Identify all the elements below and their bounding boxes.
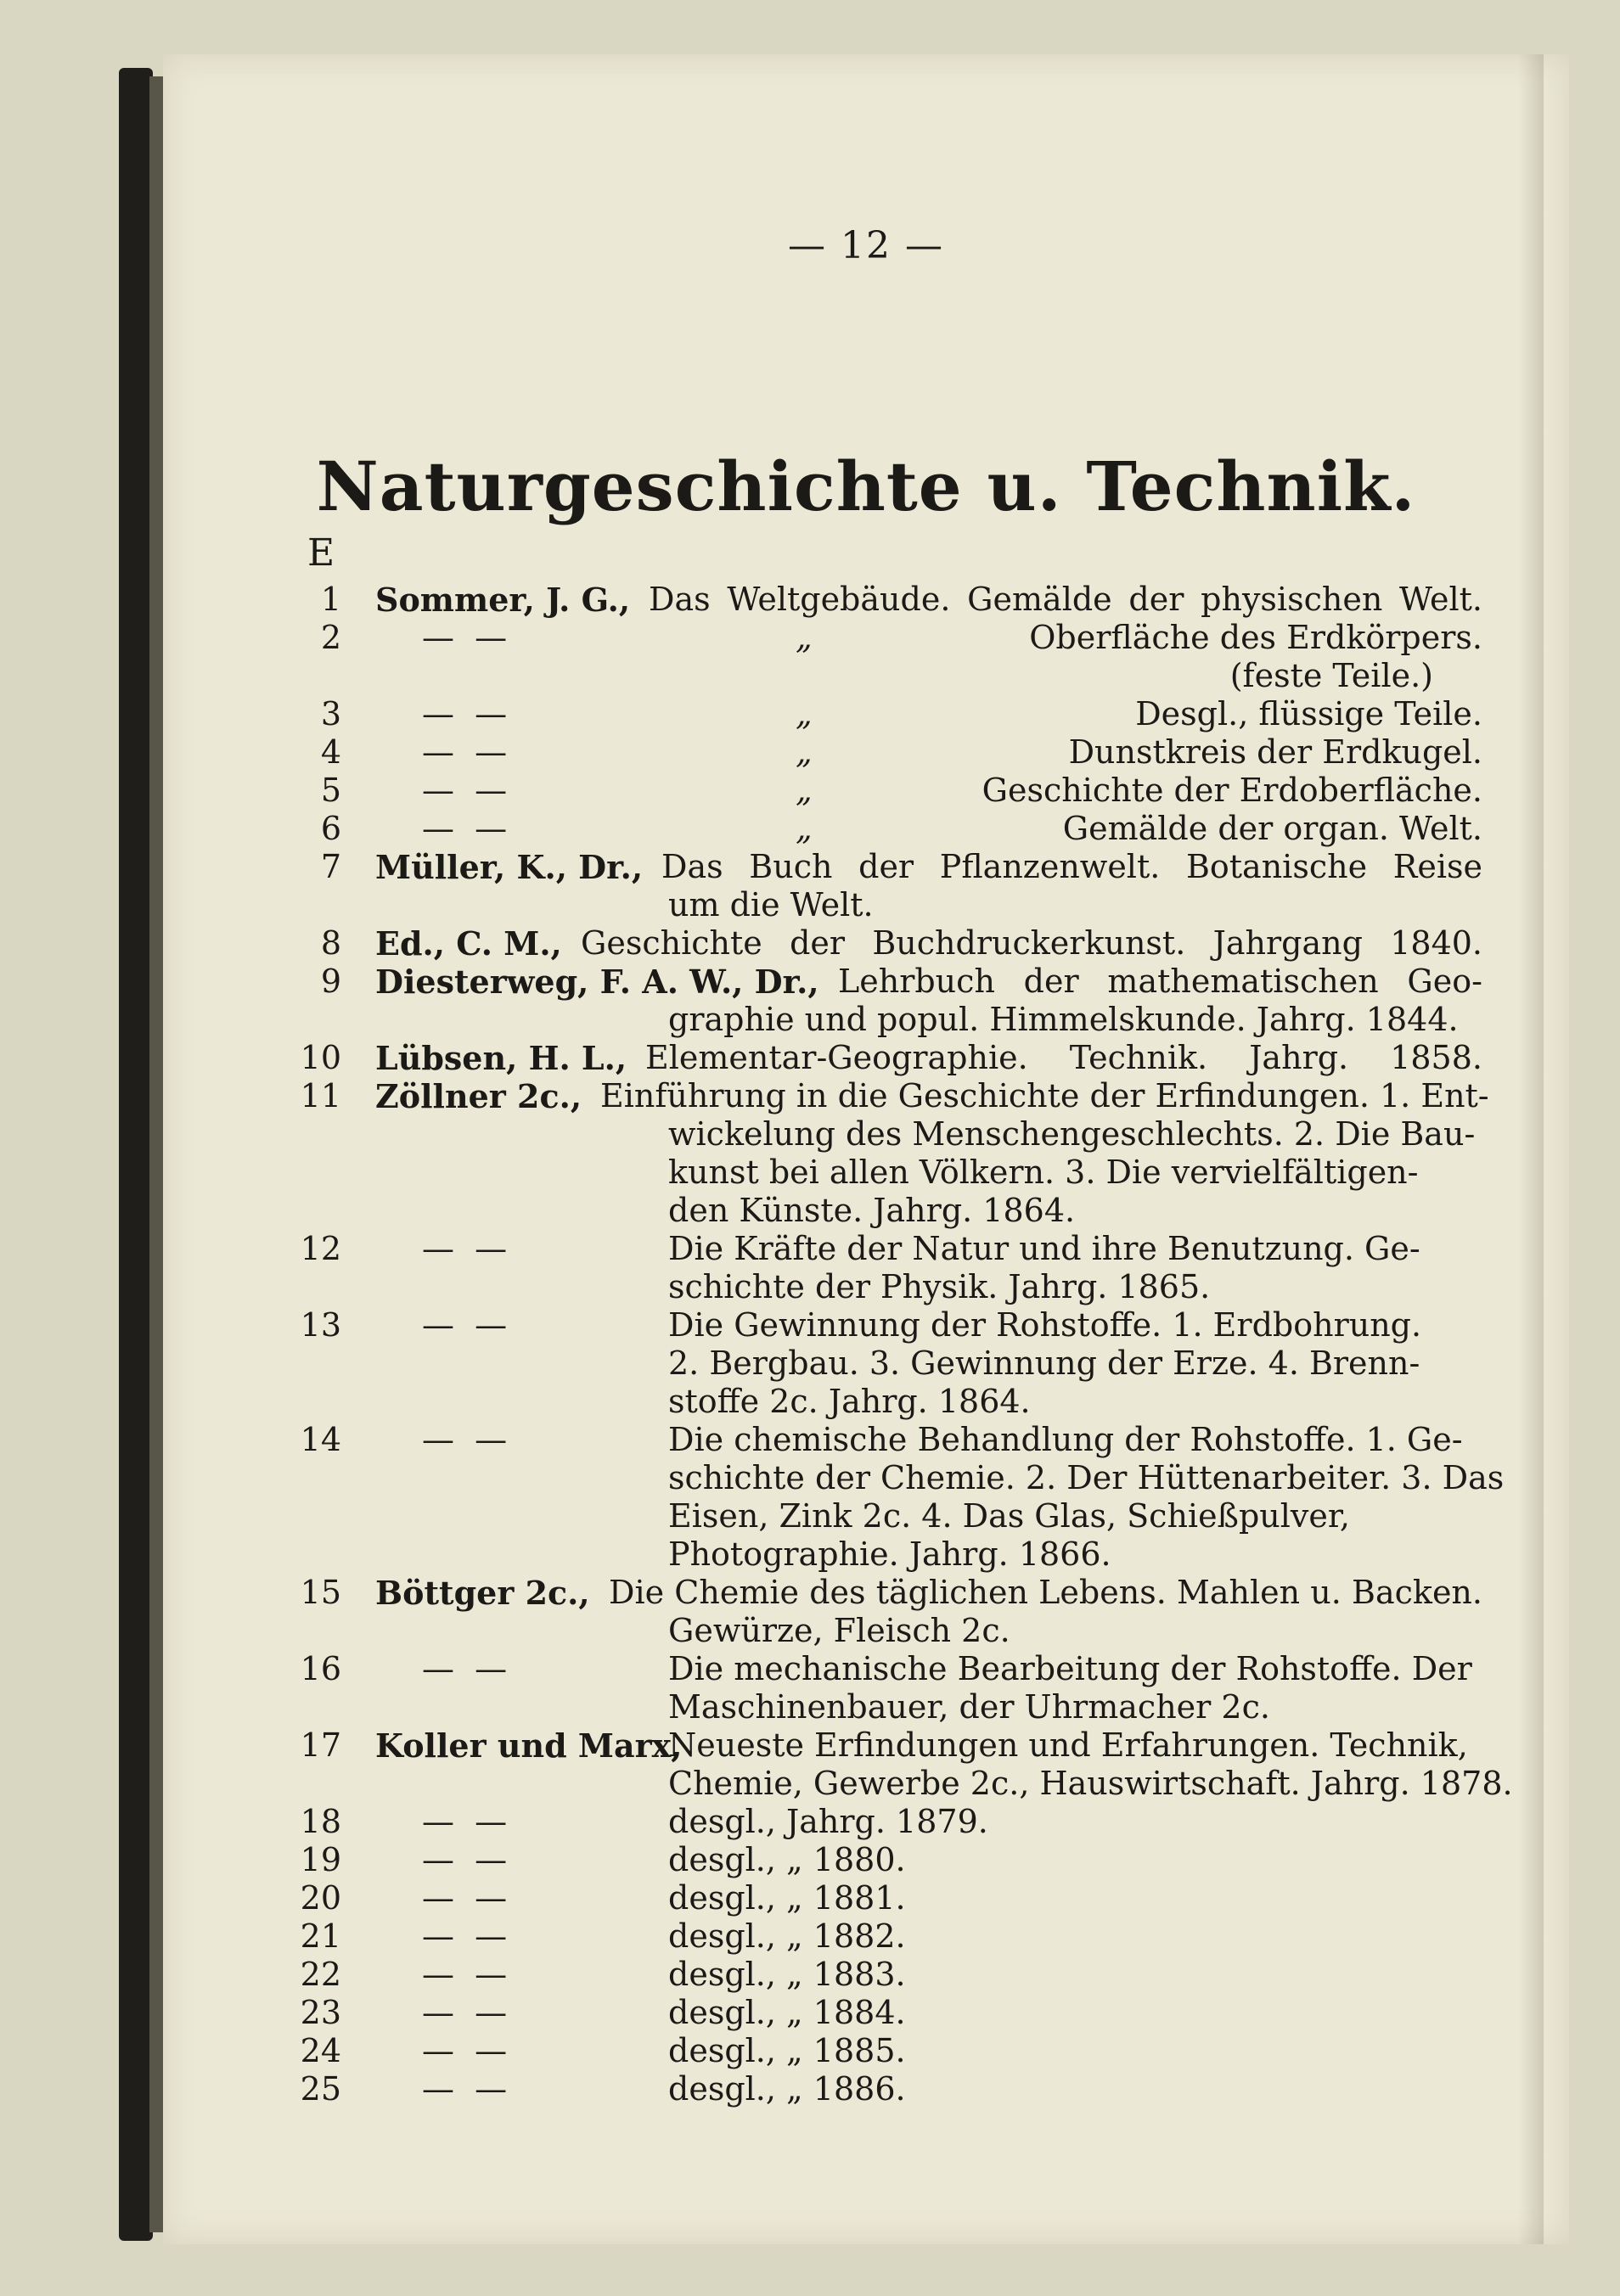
entry-author: — — — [422, 772, 513, 809]
entry-number: 23 — [300, 1994, 341, 2031]
entry-text: Desgl., flüssige Teile. — [1135, 695, 1482, 733]
entry-line — [163, 1650, 1569, 1688]
entry-author: Müller, K., Dr., — [375, 848, 644, 886]
entry-line — [163, 1154, 1569, 1192]
entry-author: Diesterweg, F. A. W., Dr., — [375, 963, 819, 1001]
entry-number: 25 — [300, 2070, 341, 2108]
entry-text: um die Welt. — [668, 886, 874, 923]
entry-number: 7 — [320, 848, 341, 885]
entry-line — [163, 1917, 1569, 1956]
entry-author: — — — [422, 1841, 513, 1878]
entry-text: Das Weltgebäude. Gemälde der physischen Welt. — [649, 581, 1482, 618]
book-spine — [119, 68, 153, 2241]
entry-line — [163, 1994, 1569, 2032]
entry-number: 15 — [300, 1574, 341, 1611]
catalog-entry — [163, 1917, 1569, 1956]
book-page — [163, 54, 1569, 2244]
entry-author: Zöllner 2c., — [375, 1077, 582, 1115]
entry-text: Einführung in die Geschichte der Erfindungen. 1. Ent- — [600, 1077, 1489, 1114]
entry-text: 2. Bergbau. 3. Gewinnung der Erze. 4. Brenn- — [668, 1344, 1420, 1382]
entry-line — [163, 1459, 1569, 1497]
entry-author: — — — [422, 1421, 513, 1458]
entry-number: 5 — [320, 772, 341, 809]
entry-author: — — — [422, 695, 513, 733]
entry-text: wickelung des Menschengeschlechts. 2. Die Bau- — [668, 1115, 1476, 1153]
entry-line — [163, 1612, 1569, 1650]
entry-line — [163, 963, 1569, 1001]
ditto-mark: „ — [796, 733, 813, 771]
entry-text: Das Buch der Pflanzenwelt. Botanische Reise — [661, 848, 1482, 885]
ditto-mark: „ — [796, 772, 813, 809]
entry-author: — — — [422, 1650, 513, 1687]
entry-text: schichte der Physik. Jahrg. 1865. — [668, 1268, 1211, 1305]
entry-text: desgl., „ 1881. — [668, 1879, 906, 1917]
entry-line — [163, 848, 1569, 886]
catalog-entry — [163, 695, 1569, 733]
entry-text: Photographie. Jahrg. 1866. — [668, 1535, 1111, 1573]
entry-line — [163, 619, 1569, 657]
entry-text: desgl., „ 1882. — [668, 1917, 906, 1955]
entry-line — [163, 1688, 1569, 1726]
ditto-mark: „ — [796, 810, 813, 847]
entry-number: 18 — [300, 1803, 341, 1840]
entry-number: 6 — [320, 810, 341, 847]
entry-text: Die Kräfte der Natur und ihre Benutzung. Ge- — [668, 1230, 1420, 1267]
entry-author: — — — [422, 2032, 513, 2069]
entry-line — [163, 1956, 1569, 1994]
catalog-entry — [163, 924, 1569, 963]
entry-number: 1 — [320, 581, 341, 618]
entry-text: desgl., „ 1884. — [668, 1994, 906, 2031]
entry-line — [163, 657, 1569, 695]
page-number: — 12 — — [788, 224, 944, 267]
entry-author: Sommer, J. G., — [375, 581, 631, 619]
entry-number: 22 — [300, 1956, 341, 1993]
entry-line — [163, 772, 1569, 810]
entry-line — [163, 1879, 1569, 1917]
entry-text: kunst bei allen Völkern. 3. Die vervielfältigen- — [668, 1154, 1419, 1191]
entry-line — [163, 1574, 1569, 1612]
entry-text: Oberfläche des Erdkörpers. — [1029, 619, 1482, 656]
entry-author: Koller und Marx, — [375, 1726, 683, 1765]
catalog-entry — [163, 581, 1569, 619]
entry-line — [163, 2032, 1569, 2070]
entry-text: den Künste. Jahrg. 1864. — [668, 1192, 1076, 1229]
entry-author: — — — [422, 2070, 513, 2108]
catalog-entry — [163, 1994, 1569, 2032]
entry-text: Eisen, Zink 2c. 4. Das Glas, Schießpulver, — [668, 1497, 1350, 1535]
entry-author: — — — [422, 1803, 513, 1840]
catalog-entry — [163, 1230, 1569, 1306]
entry-number: 2 — [320, 619, 341, 656]
catalog-entry — [163, 1039, 1569, 1077]
entry-text: desgl., „ 1883. — [668, 1956, 906, 1993]
entry-line — [163, 886, 1569, 924]
entry-line — [163, 810, 1569, 848]
entry-line — [163, 1268, 1569, 1306]
entry-line — [163, 1535, 1569, 1574]
entry-line — [163, 1841, 1569, 1879]
entry-number: 3 — [320, 695, 341, 733]
entry-author: Lübsen, H. L., — [375, 1039, 627, 1077]
catalog-entry — [163, 1650, 1569, 1726]
catalog-entry — [163, 1726, 1569, 1803]
entry-line — [163, 733, 1569, 772]
entry-text: desgl., „ 1885. — [668, 2032, 906, 2069]
entry-text: stoffe 2c. Jahrg. 1864. — [668, 1383, 1031, 1420]
entry-text: Lehrbuch der mathematischen Geo- — [838, 963, 1482, 1000]
entry-text: Gewürze, Fleisch 2c. — [668, 1612, 1010, 1649]
entry-number: 12 — [300, 1230, 341, 1267]
entry-author: — — — [422, 1917, 513, 1955]
catalog-entry — [163, 848, 1569, 924]
entry-author: Böttger 2c., — [375, 1574, 590, 1612]
entry-text: Die mechanische Bearbeitung der Rohstoffe. Der — [668, 1650, 1472, 1687]
entry-author: — — — [422, 1879, 513, 1917]
entry-text: Die Gewinnung der Rohstoffe. 1. Erdbohrung. — [668, 1306, 1422, 1344]
catalog-entry — [163, 1421, 1569, 1574]
entry-number: 11 — [300, 1077, 341, 1114]
entry-number: 13 — [300, 1306, 341, 1344]
entry-line — [163, 1726, 1569, 1765]
entry-text: Dunstkreis der Erdkugel. — [1068, 733, 1482, 771]
entry-line — [163, 1497, 1569, 1535]
catalog-entry — [163, 1077, 1569, 1230]
catalog-entry — [163, 2032, 1569, 2070]
entry-text: desgl., „ 1880. — [668, 1841, 906, 1878]
entry-line — [163, 1306, 1569, 1344]
ditto-mark: „ — [796, 695, 813, 733]
entry-number: 20 — [300, 1879, 341, 1917]
entry-line — [163, 1192, 1569, 1230]
entry-line — [163, 1421, 1569, 1459]
catalog-entry — [163, 2070, 1569, 2108]
entry-text: Maschinenbauer, der Uhrmacher 2c. — [668, 1688, 1270, 1726]
entry-number: 10 — [300, 1039, 341, 1076]
entry-text: Die Chemie des täglichen Lebens. Mahlen u. Backen. — [609, 1574, 1482, 1611]
entry-number: 19 — [300, 1841, 341, 1878]
ditto-mark: „ — [796, 619, 813, 656]
catalog-entry — [163, 1803, 1569, 1841]
entry-author: — — — [422, 619, 513, 656]
entry-line — [163, 2070, 1569, 2108]
catalog-entry — [163, 619, 1569, 695]
entry-number: 4 — [320, 733, 341, 771]
entry-text: Elementar-Geographie. Technik. Jahrg. 1858. — [645, 1039, 1482, 1076]
entry-line — [163, 924, 1569, 963]
entry-line — [163, 1383, 1569, 1421]
entry-author: — — — [422, 810, 513, 847]
entry-number: 16 — [300, 1650, 341, 1687]
entry-text: Chemie, Gewerbe 2c., Hauswirtschaft. Jahrg. 1878. — [668, 1765, 1513, 1802]
entry-line — [163, 695, 1569, 733]
entry-line — [163, 1230, 1569, 1268]
entry-text: Die chemische Behandlung der Rohstoffe. 1. Ge- — [668, 1421, 1463, 1458]
entry-text: desgl., Jahrg. 1879. — [668, 1803, 988, 1840]
entry-text: Geschichte der Erdoberfläche. — [982, 772, 1482, 809]
entry-author: — — — [422, 1230, 513, 1267]
entry-line — [163, 1344, 1569, 1383]
entry-text: schichte der Chemie. 2. Der Hüttenarbeiter. 3. Das — [668, 1459, 1505, 1496]
column-head: E — [307, 531, 335, 575]
entry-line — [163, 1001, 1569, 1039]
entry-line — [163, 1803, 1569, 1841]
entry-text: graphie und popul. Himmelskunde. Jahrg. 1844. — [668, 1001, 1459, 1038]
entry-text: desgl., „ 1886. — [668, 2070, 906, 2108]
entry-line — [163, 1115, 1569, 1154]
entry-text: Gemälde der organ. Welt. — [1062, 810, 1482, 847]
catalog-entry — [163, 963, 1569, 1039]
entry-line — [163, 581, 1569, 619]
catalog-entry — [163, 1956, 1569, 1994]
entry-author: — — — [422, 1994, 513, 2031]
entry-number: 8 — [320, 924, 341, 962]
entry-number: 9 — [320, 963, 341, 1000]
entry-text: Geschichte der Buchdruckerkunst. Jahrgang 1840. — [581, 924, 1482, 962]
entry-number: 24 — [300, 2032, 341, 2069]
catalog-entry — [163, 1879, 1569, 1917]
catalog-entry — [163, 1574, 1569, 1650]
entry-line — [163, 1077, 1569, 1115]
catalog-entry — [163, 733, 1569, 772]
entry-list — [163, 581, 1569, 2108]
entry-author: Ed., C. M., — [375, 924, 562, 963]
catalog-entry — [163, 1841, 1569, 1879]
entry-text: Neueste Erfindungen und Erfahrungen. Technik, — [668, 1726, 1468, 1764]
entry-number: 14 — [300, 1421, 341, 1458]
catalog-entry — [163, 772, 1569, 810]
entry-number: 21 — [300, 1917, 341, 1955]
catalog-entry — [163, 810, 1569, 848]
entry-text: (feste Teile.) — [1229, 657, 1433, 694]
section-title: Naturgeschichte u. Technik. — [316, 446, 1416, 526]
entry-author: — — — [422, 733, 513, 771]
entry-line — [163, 1765, 1569, 1803]
catalog-entry — [163, 1306, 1569, 1421]
entry-number: 17 — [300, 1726, 341, 1764]
entry-author: — — — [422, 1306, 513, 1344]
entry-line — [163, 1039, 1569, 1077]
entry-author: — — — [422, 1956, 513, 1993]
